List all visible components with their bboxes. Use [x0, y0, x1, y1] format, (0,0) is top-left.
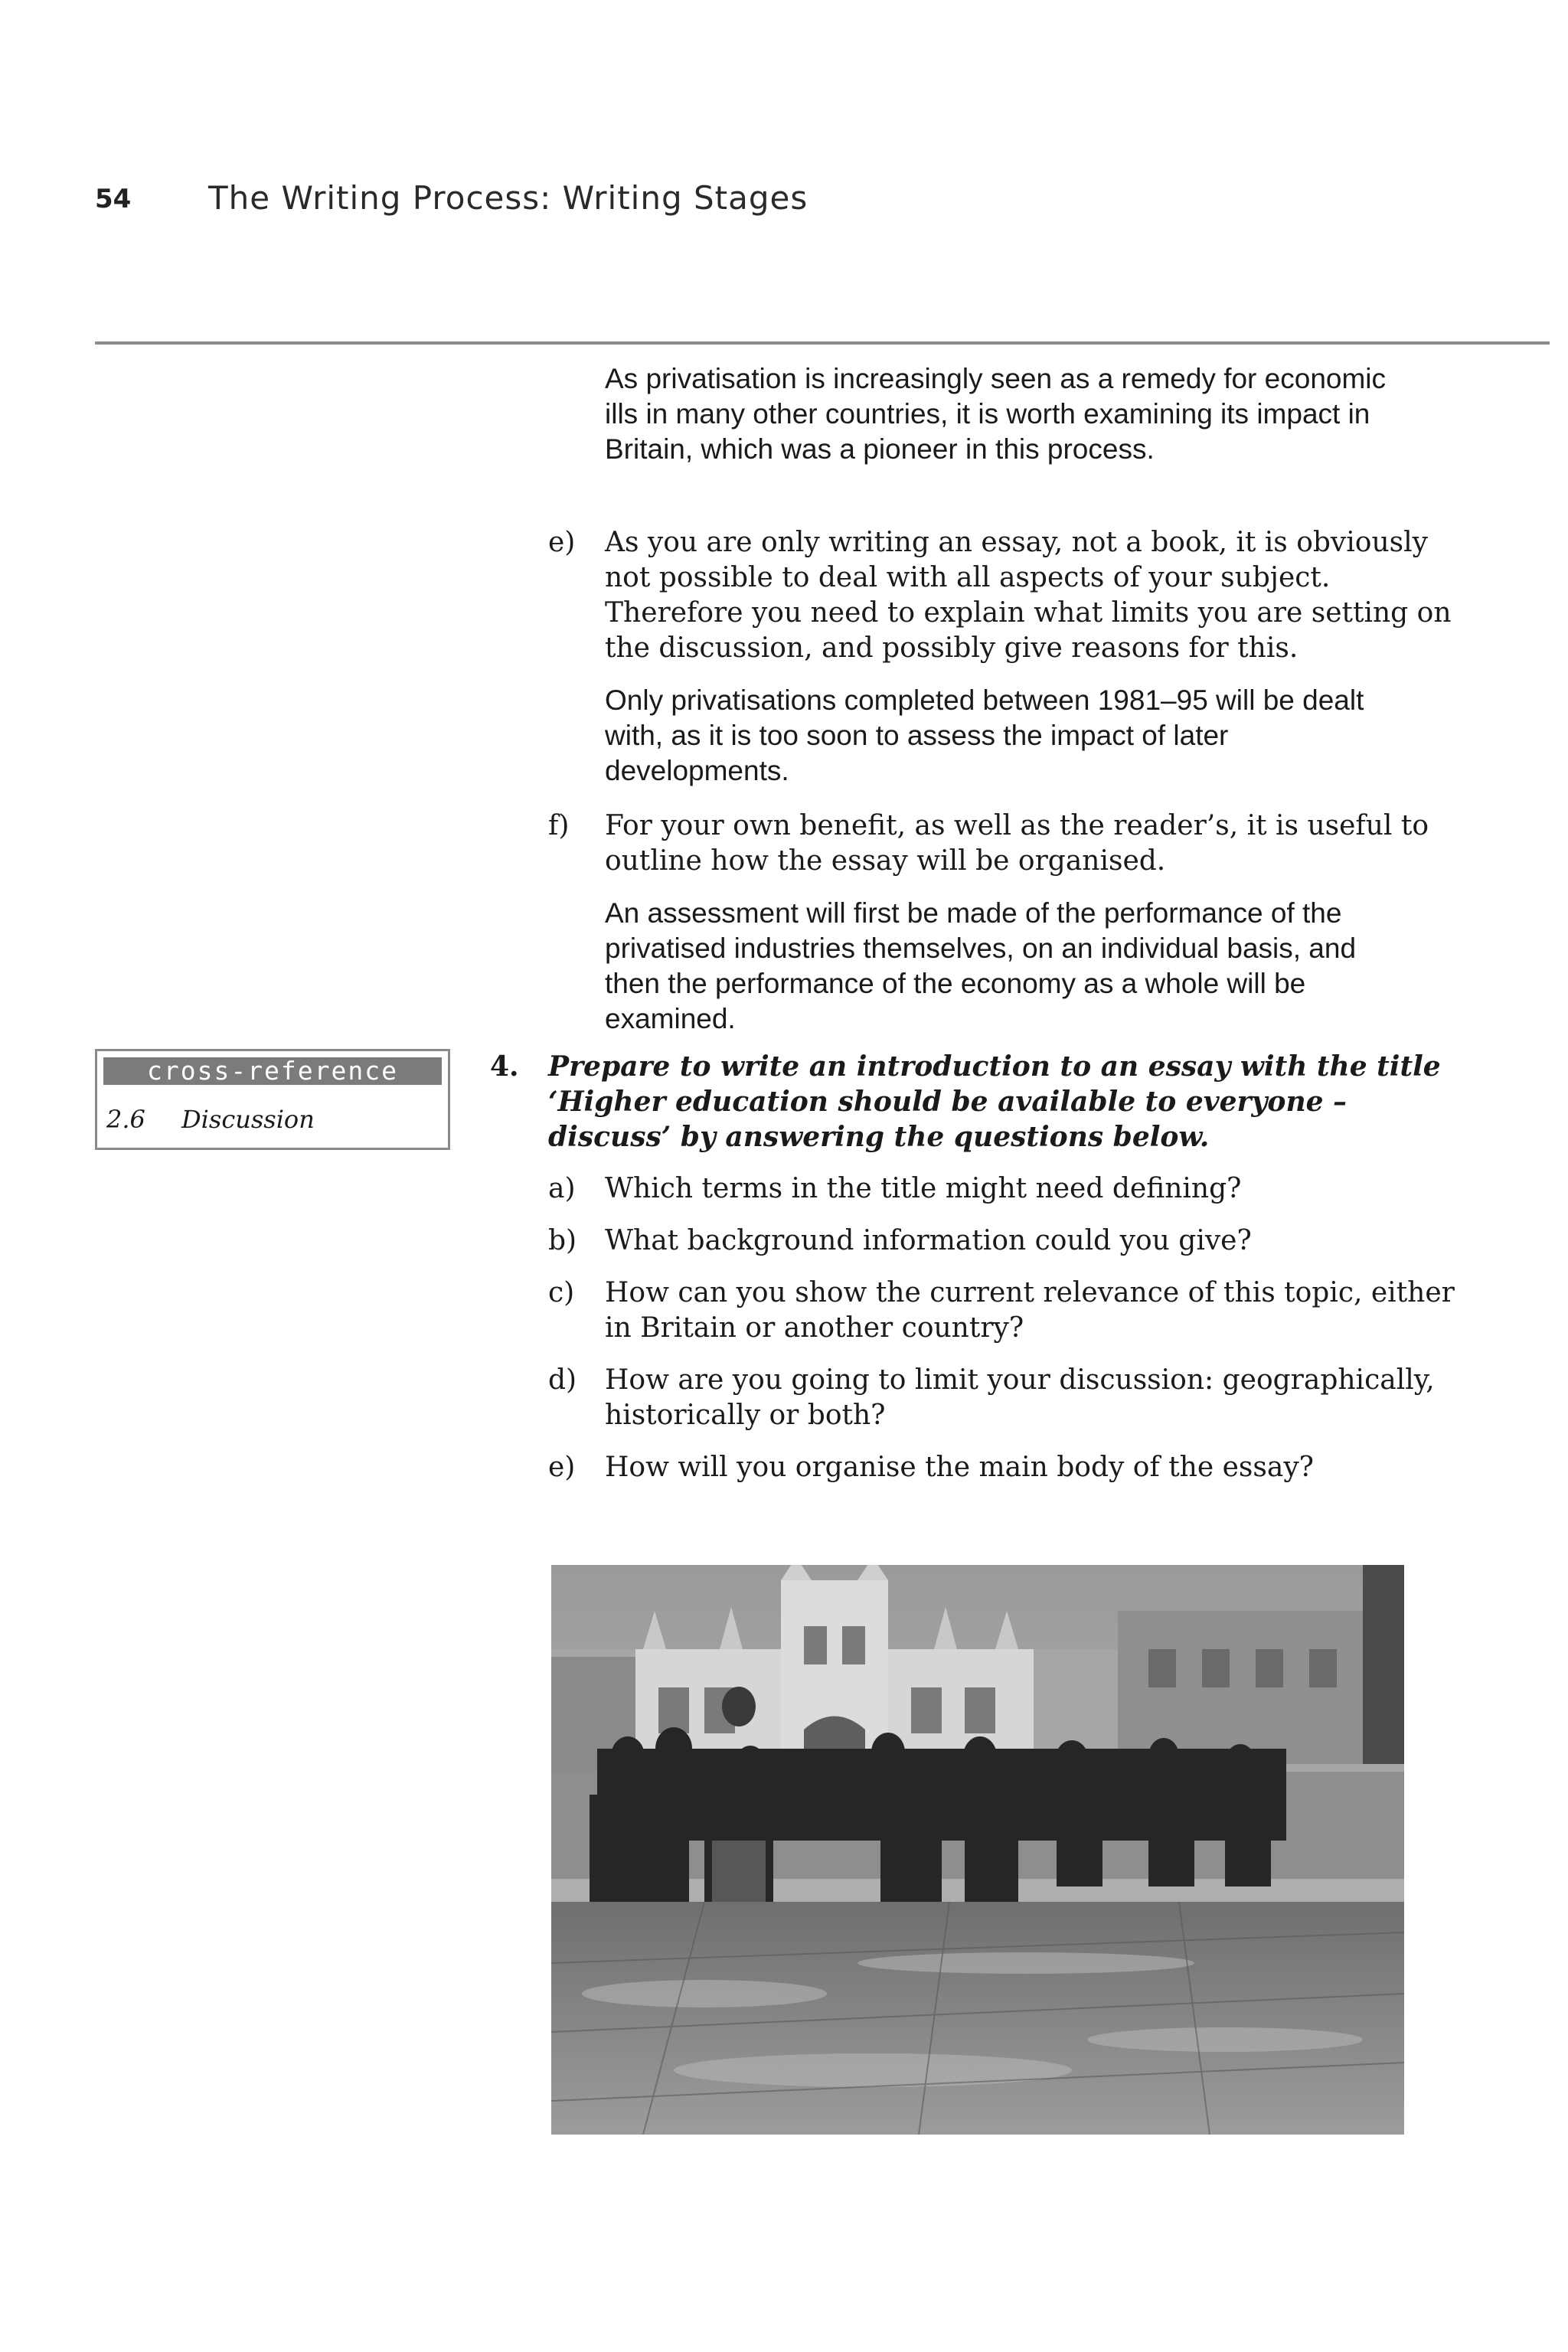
- running-title: The Writing Process: Writing Stages: [208, 179, 808, 217]
- subquestion-text: What background information could you give?: [605, 1225, 1252, 1256]
- page-number: 54: [95, 184, 132, 214]
- question-prompt: Prepare to write an introduction to an essay with the title ‘Higher education should be available to everyone – discuss’ by answering the questions below.: [548, 1050, 1441, 1153]
- cross-reference-heading: cross-reference: [103, 1057, 442, 1085]
- list-item-text: As you are only writing an essay, not a book, it is obviously not possible to deal with all aspects of your subject. Therefore you need to explain what limits you are setting on the discussion, and possibly give reasons for this.: [605, 527, 1452, 664]
- header-rule: [95, 341, 1550, 345]
- subquestion-text: How are you going to limit your discussion: geographically, historically or both?: [605, 1364, 1435, 1431]
- list-item-label: f): [548, 810, 570, 841]
- question-number: 4.: [490, 1050, 519, 1083]
- subquestion-label: e): [548, 1452, 576, 1483]
- list-item-text: For your own benefit, as well as the reader’s, it is useful to outline how the essay will be organised.: [605, 810, 1429, 877]
- subquestion-label: a): [548, 1173, 576, 1204]
- example-e-text: Only privatisations completed between 1981–95 will be dealt with, as it is too soon to assess the impact of later developments.: [605, 684, 1364, 786]
- cross-reference-box: [95, 1049, 450, 1150]
- subquestion-text: How can you show the current relevance of this topic, either in Britain or another country?: [605, 1277, 1455, 1344]
- example-f-text: An assessment will first be made of the performance of the privatised industries themselves, on an individual basis, and then the performance of the economy as a whole will be examined.: [605, 897, 1357, 1034]
- subquestion-label: b): [548, 1225, 577, 1256]
- graduation-procession-photo: [551, 1565, 1404, 2135]
- example-d-text: As privatisation is increasingly seen as a remedy for economic ills in many other countries, it is worth examining its impact in Britain, which was a pioneer in this process.: [605, 363, 1387, 465]
- subquestion-label: d): [548, 1364, 577, 1396]
- subquestion-text: Which terms in the title might need defining?: [605, 1173, 1242, 1204]
- subquestion-text: How will you organise the main body of the essay?: [605, 1452, 1314, 1483]
- cross-reference-section-number: 2.6: [106, 1105, 145, 1134]
- cross-reference-link[interactable]: Discussion: [181, 1105, 315, 1134]
- list-item-label: e): [548, 527, 576, 558]
- subquestion-label: c): [548, 1277, 575, 1308]
